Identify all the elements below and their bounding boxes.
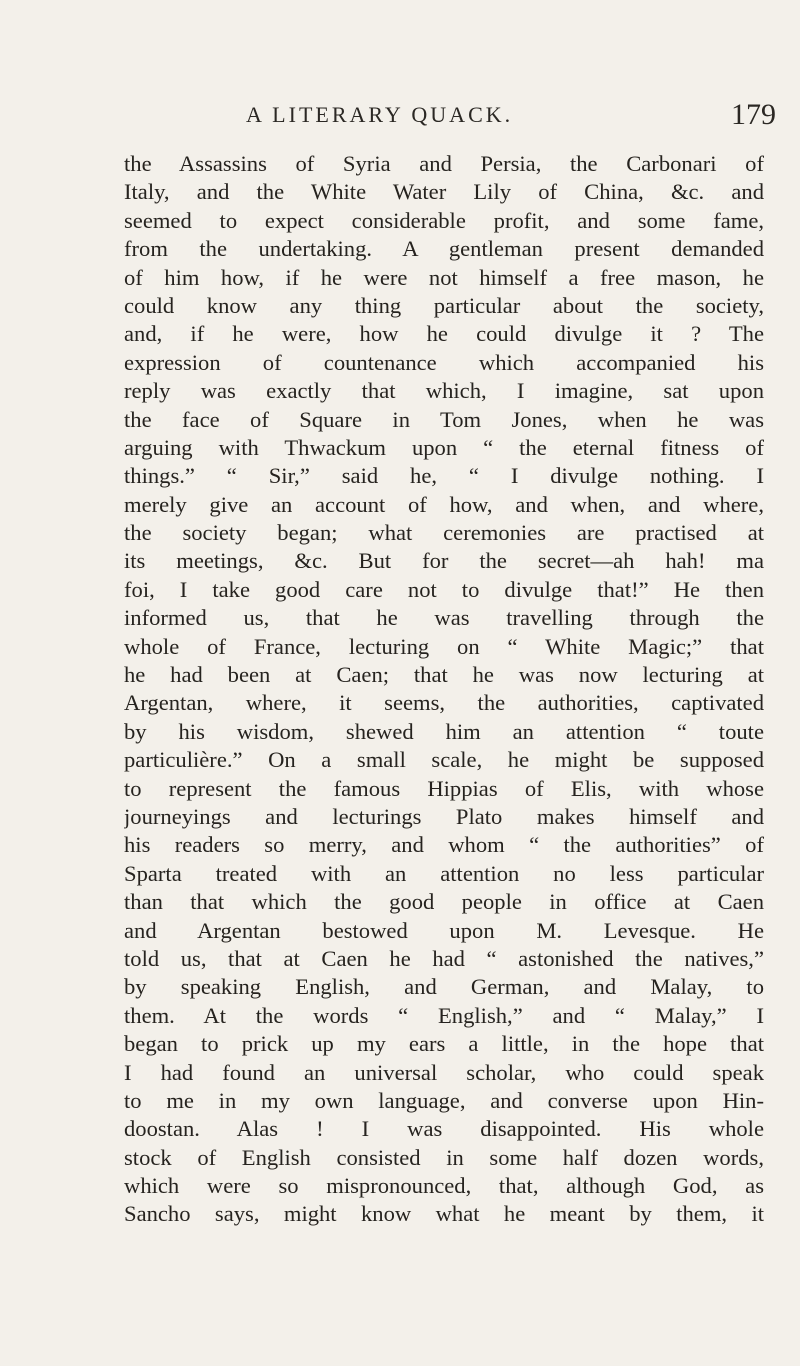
text-line: foi, I take good care not to divulge that!” He then (124, 576, 764, 602)
text-line: reply was exactly that which, I imagine, sat upon (124, 378, 764, 404)
text-line: particulière.” On a small scale, he might be supposed (124, 747, 764, 773)
text-line: the society began; what ceremonies are practised at (124, 520, 764, 546)
text-line: informed us, that he was travelling through the (124, 605, 764, 631)
text-line: to me in my own language, and converse upon Hin- (124, 1087, 764, 1113)
text-line: expression of countenance which accompanied his (124, 349, 764, 375)
body-text (124, 150, 764, 1229)
text-line: could know any thing particular about the society, (124, 292, 764, 318)
text-line: which were so mispronounced, that, although God, as (124, 1173, 764, 1199)
text-line: told us, that at Caen he had “ astonished the natives,” (124, 945, 764, 971)
text-line: stock of English consisted in some half dozen words, (124, 1144, 764, 1170)
text-line: whole of France, lecturing on “ White Magic;” that (124, 633, 764, 659)
text-line: merely give an account of how, and when, and where, (124, 491, 764, 517)
text-line: journeyings and lecturings Plato makes himself and (124, 803, 764, 829)
text-line: Sancho says, might know what he meant by them, it (124, 1201, 764, 1227)
page-number: 179 (731, 98, 776, 131)
running-head (146, 98, 776, 138)
text-line: Sparta treated with an attention no less particular (124, 860, 764, 886)
text-line: than that which the good people in office at Caen (124, 889, 764, 915)
text-line: them. At the words “ English,” and “ Malay,” I (124, 1002, 764, 1028)
running-title: A LITERARY QUACK. (246, 102, 514, 127)
text-line: its meetings, &c. But for the secret—ah hah! ma (124, 548, 764, 574)
text-line: from the undertaking. A gentleman present demanded (124, 236, 764, 262)
text-line: the face of Square in Tom Jones, when he was (124, 406, 764, 432)
text-line: things.” “ Sir,” said he, “ I divulge nothing. I (124, 463, 764, 489)
text-line: and, if he were, how he could divulge it ? The (124, 321, 764, 347)
text-line: his readers so merry, and whom “ the authorities” of (124, 832, 764, 858)
text-line: by his wisdom, shewed him an attention “ toute (124, 718, 764, 744)
text-line: and Argentan bestowed upon M. Levesque. He (124, 917, 764, 943)
text-line: the Assassins of Syria and Persia, the Carbonari of (124, 151, 764, 176)
text-line: I had found an universal scholar, who could speak (124, 1059, 764, 1085)
text-line: to represent the famous Hippias of Elis, with whose (124, 775, 764, 801)
text-line: he had been at Caen; that he was now lecturing at (124, 662, 764, 688)
text-line: by speaking English, and German, and Malay, to (124, 974, 764, 1000)
text-line: Italy, and the White Water Lily of China, &c. and (124, 179, 764, 205)
text-line: arguing with Thwackum upon “ the eternal fitness of (124, 434, 764, 460)
text-line: doostan. Alas ! I was disappointed. His whole (124, 1116, 764, 1142)
text-line: Argentan, where, it seems, the authorities, captivated (124, 690, 764, 716)
text-line: began to prick up my ears a little, in the hope that (124, 1031, 764, 1057)
text-line: of him how, if he were not himself a free mason, he (124, 264, 764, 290)
text-line: seemed to expect considerable profit, and some fame, (124, 207, 764, 233)
